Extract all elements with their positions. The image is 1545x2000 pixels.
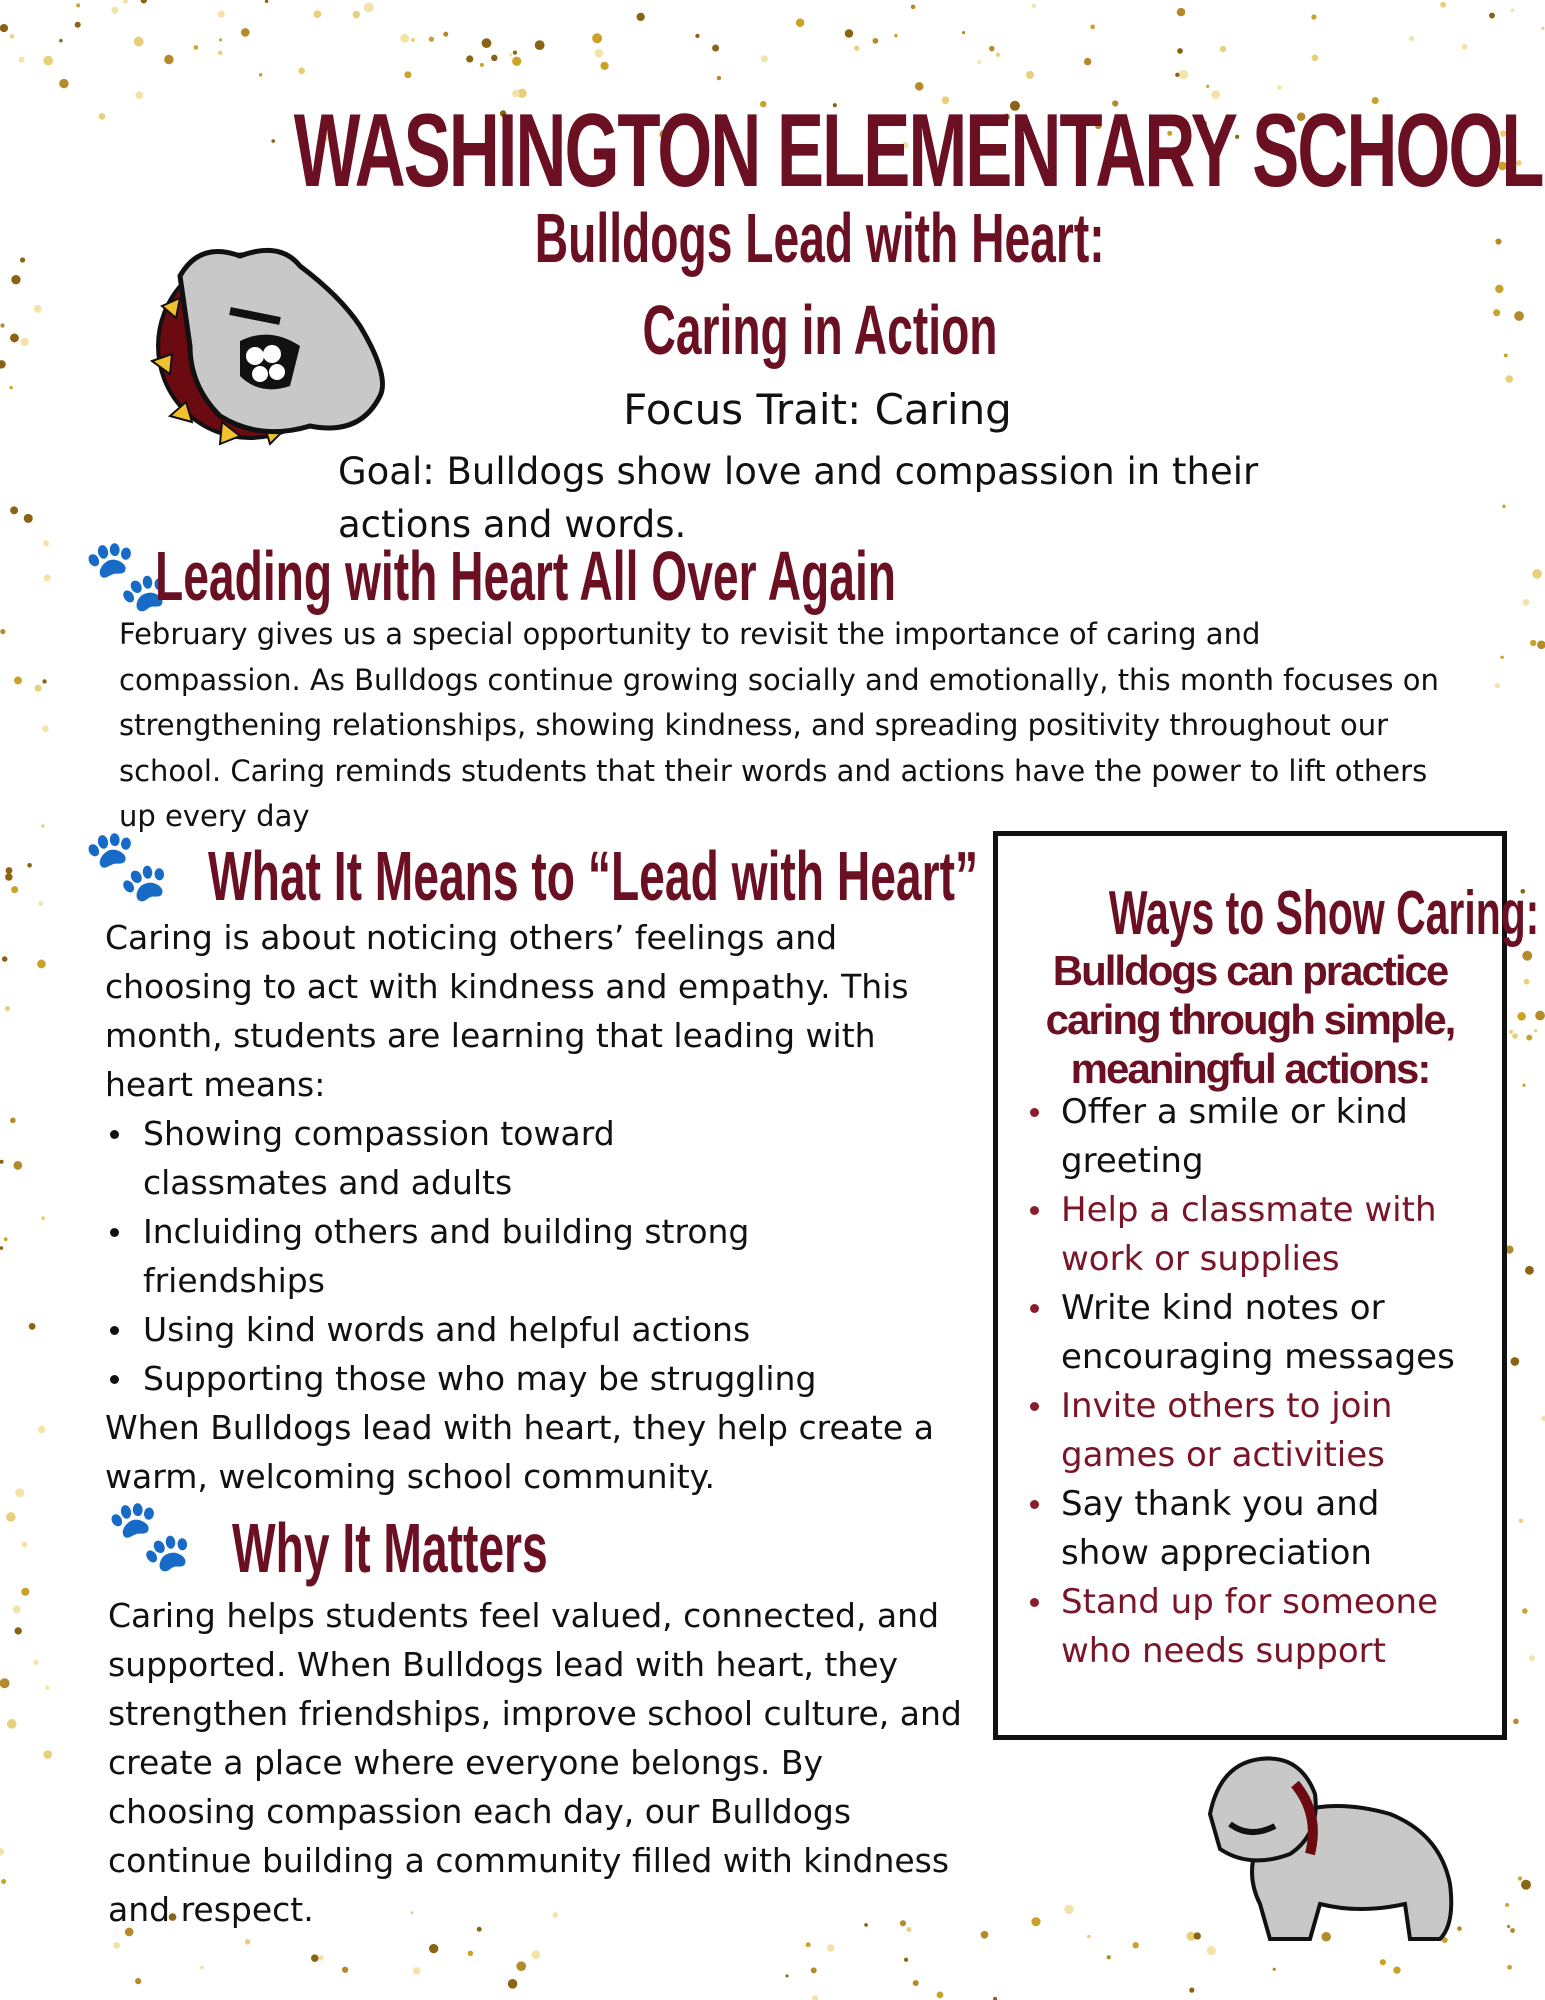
- confetti-dot: [219, 38, 222, 41]
- confetti-dot: [915, 82, 924, 91]
- confetti-dot: [218, 51, 222, 55]
- confetti-dot: [904, 1958, 908, 1962]
- confetti-dot: [796, 18, 805, 27]
- confetti-dot: [1525, 1266, 1534, 1275]
- confetti-dot: [0, 1678, 10, 1688]
- confetti-dot: [806, 1942, 811, 1947]
- confetti-dot: [241, 28, 250, 37]
- confetti-dot: [1526, 1035, 1532, 1041]
- confetti-dot: [981, 1931, 989, 1939]
- confetti-dot: [400, 34, 409, 43]
- confetti-dot: [1509, 1030, 1513, 1034]
- confetti-dot: [1277, 85, 1281, 89]
- list-item: Help a classmate with work or supplies: [1025, 1186, 1475, 1284]
- confetti-dot: [43, 540, 49, 546]
- confetti-dot: [404, 71, 411, 78]
- confetti-dot: [695, 34, 699, 38]
- confetti-dot: [15, 1488, 24, 1497]
- confetti-dot: [21, 1588, 29, 1596]
- confetti-dot: [1541, 1416, 1545, 1421]
- confetti-dot: [1537, 641, 1545, 650]
- confetti-dot: [4, 1237, 8, 1241]
- confetti-dot: [59, 79, 68, 88]
- confetti-dot: [1495, 683, 1500, 688]
- confetti-dot: [7, 1719, 17, 1729]
- confetti-dot: [413, 1967, 421, 1975]
- box-heading: Ways to Show Caring:: [1108, 879, 1540, 948]
- confetti-dot: [33, 1660, 38, 1665]
- confetti-dot: [827, 1944, 835, 1952]
- confetti-dot: [1380, 1959, 1386, 1965]
- confetti-dot: [135, 1978, 141, 1984]
- confetti-dot: [311, 1954, 319, 1962]
- confetti-dot: [200, 1966, 204, 1970]
- confetti-dot: [1519, 1518, 1523, 1522]
- confetti-dot: [141, 0, 147, 3]
- confetti-dot: [1311, 14, 1316, 19]
- confetti-dot: [1523, 599, 1530, 606]
- confetti-dot: [37, 960, 46, 969]
- confetti-dot: [717, 76, 721, 80]
- confetti-dot: [13, 1161, 22, 1170]
- confetti-dot: [22, 1541, 28, 1547]
- confetti-dot: [989, 46, 994, 51]
- list-item: Incluiding others and building strong friendships: [105, 1207, 783, 1305]
- confetti-dot: [637, 13, 645, 21]
- section-heading-lead-with-heart: What It Means to “Lead with Heart”: [208, 837, 979, 915]
- intro-text: Caring is about noticing others’ feelings and choosing to act with kindness and empathy. This month, students are learning that leading with heart means:: [105, 918, 909, 1104]
- confetti-dot: [1189, 1988, 1194, 1993]
- confetti-dot: [1535, 1011, 1545, 1021]
- confetti-dot: [38, 901, 43, 906]
- section-heading-why-it-matters: Why It Matters: [232, 1509, 548, 1587]
- confetti-dot: [1393, 1967, 1400, 1974]
- confetti-dot: [342, 1967, 348, 1973]
- confetti-dot: [491, 55, 497, 61]
- confetti-dot: [1312, 55, 1319, 62]
- confetti-dot: [41, 824, 44, 827]
- confetti-dot: [466, 55, 473, 62]
- confetti-dot: [364, 3, 374, 13]
- confetti-dot: [1132, 1942, 1138, 1948]
- confetti-dot: [6, 867, 13, 874]
- confetti-dot: [1087, 1935, 1091, 1939]
- confetti-dot: [42, 679, 46, 683]
- confetti-dot: [11, 886, 18, 893]
- list-item: Invite others to join games or activities: [1025, 1382, 1475, 1480]
- bulldog-body-mascot: [1200, 1754, 1465, 1949]
- confetti-dot: [1517, 1012, 1525, 1020]
- confetti-dot: [1532, 569, 1542, 579]
- list-item: Offer a smile or kind greeting: [1025, 1088, 1475, 1186]
- newsletter-title-line1: Bulldogs Lead with Heart:: [535, 199, 1105, 277]
- confetti-dot: [318, 1955, 324, 1961]
- confetti-dot: [411, 38, 415, 42]
- confetti-dot: [76, 3, 80, 7]
- confetti-dot: [59, 39, 63, 43]
- confetti-dot: [1177, 48, 1183, 54]
- confetti-dot: [1032, 4, 1036, 8]
- confetti-dot: [535, 40, 545, 50]
- list-item: Stand up for someone who needs support: [1025, 1578, 1475, 1676]
- confetti-dot: [811, 1967, 817, 1973]
- confetti-dot: [508, 1979, 518, 1989]
- list-item: Using kind words and helpful actions: [105, 1305, 935, 1354]
- confetti-dot: [1206, 85, 1209, 88]
- confetti-dot: [1107, 1955, 1111, 1959]
- section-heading-leading: Leading with Heart All Over Again: [155, 537, 897, 615]
- confetti-dot: [1440, 2, 1446, 8]
- confetti-dot: [913, 1980, 919, 1986]
- confetti-dot: [785, 1974, 788, 1977]
- confetti-dot: [1507, 1965, 1512, 1970]
- confetti-dot: [429, 36, 434, 41]
- confetti-dot: [1529, 1655, 1535, 1661]
- confetti-dot: [1462, 44, 1468, 50]
- confetti-dot: [111, 7, 118, 14]
- confetti-dot: [531, 1950, 540, 1959]
- paw-print-icon: 🐾: [106, 1494, 194, 1576]
- confetti-dot: [24, 514, 33, 523]
- confetti-dot: [509, 53, 512, 56]
- confetti-dot: [429, 1944, 438, 1953]
- confetti-dot: [977, 60, 981, 64]
- goal-text: Goal: Bulldogs show love and compassion in their actions and words.: [338, 450, 1259, 546]
- ways-to-show-caring-box: [993, 831, 1540, 1740]
- confetti-dot: [1026, 71, 1034, 79]
- confetti-dot: [1530, 640, 1536, 646]
- confetti-dot: [594, 49, 603, 58]
- confetti-dot: [1522, 1084, 1525, 1087]
- confetti-dot: [1507, 1925, 1510, 1928]
- outro-text: When Bulldogs lead with heart, they help create a warm, welcoming school community.: [105, 1408, 934, 1496]
- confetti-dot: [0, 1848, 4, 1856]
- confetti-dot: [854, 46, 859, 51]
- confetti-dot: [513, 51, 517, 55]
- confetti-dot: [10, 1118, 16, 1124]
- confetti-dot: [194, 45, 198, 49]
- confetti-dot: [1534, 1029, 1537, 1032]
- confetti-dot: [41, 1216, 45, 1220]
- confetti-dot: [5, 873, 13, 881]
- confetti-dot: [245, 1939, 251, 1945]
- confetti-dot: [601, 62, 609, 70]
- confetti-dot: [1518, 1876, 1522, 1880]
- confetti-dot: [29, 1323, 36, 1330]
- confetti-dot: [512, 57, 521, 66]
- lead-with-heart-list: [105, 1109, 935, 1403]
- confetti-dot: [962, 31, 965, 34]
- confetti-dot: [911, 5, 916, 10]
- confetti-dot: [164, 55, 173, 64]
- confetti-dot: [35, 685, 42, 692]
- confetti-dot: [123, 0, 128, 4]
- section-lead-with-heart: [105, 913, 935, 1501]
- confetti-dot: [937, 1992, 944, 1999]
- confetti-dot: [592, 33, 602, 43]
- confetti-dot: [0, 1246, 3, 1250]
- list-item: Say thank you and show appreciation: [1025, 1480, 1475, 1578]
- confetti-dot: [761, 55, 768, 62]
- confetti-dot: [1521, 1880, 1531, 1890]
- confetti-dot: [19, 57, 25, 63]
- confetti-dot: [812, 1995, 818, 2000]
- list-item: Supporting those who may be struggling: [105, 1354, 935, 1403]
- confetti-dot: [516, 1961, 526, 1971]
- confetti-dot: [75, 22, 81, 28]
- confetti-dot: [43, 56, 53, 66]
- newsletter-title-line2: Caring in Action: [642, 291, 998, 369]
- list-item: Showing compassion toward classmates and adults: [105, 1109, 783, 1207]
- confetti-dot: [353, 11, 360, 18]
- caring-actions-list: [1025, 1088, 1475, 1676]
- confetti-dot: [0, 1160, 4, 1164]
- confetti-dot: [1506, 375, 1514, 383]
- section-text-why-it-matters: Caring helps students feel valued, connected, and supported. When Bulldogs lead with heart, they strengthen friendships, improve school culture, and create a place where everyone belongs. By choosing compassion each day, our Bulldogs continue building a community filled with kindness and respect.: [108, 1596, 962, 1929]
- confetti-dot: [872, 38, 878, 44]
- confetti-dot: [443, 32, 448, 37]
- confetti-dot: [14, 677, 22, 685]
- confetti-dot: [298, 67, 305, 74]
- school-name: WASHINGTON ELEMENTARY SCHOOL: [293, 93, 1543, 209]
- confetti-dot: [6, 1512, 16, 1522]
- confetti-dot: [1177, 8, 1186, 17]
- confetti-dot: [113, 1942, 120, 1949]
- bulldog-head-mascot: [140, 236, 410, 451]
- confetti-dot: [0, 629, 5, 634]
- section-text-leading: February gives us a special opportunity to revisit the importance of caring and compassion. As Bulldogs continue growing socially and emotionally, this month focuses on strengthening relationships, showing kindness, and spreading positivity throughout our school. Caring reminds students that their words and actions have the power to lift others up every day: [119, 617, 1439, 833]
- confetti-dot: [712, 45, 719, 52]
- confetti-dot: [1, 1879, 6, 1884]
- confetti-dot: [1501, 656, 1504, 659]
- confetti-dot: [5, 1006, 10, 1011]
- confetti-dot: [1084, 58, 1091, 65]
- confetti-dot: [1220, 46, 1226, 52]
- confetti-dot: [1064, 1905, 1073, 1914]
- confetti-dot: [134, 37, 144, 47]
- confetti-dot: [1511, 8, 1515, 12]
- box-subheading: Bulldogs can practice caring through simple, meaningful actions:: [1045, 947, 1455, 1092]
- confetti-dot: [265, 0, 269, 3]
- confetti-dot: [1505, 1903, 1509, 1907]
- confetti-dot: [10, 506, 18, 514]
- confetti-dot: [2, 956, 8, 962]
- confetti-dot: [0, 24, 8, 32]
- confetti-dot: [1090, 25, 1095, 30]
- confetti-dot: [44, 574, 51, 581]
- confetti-dot: [1511, 1357, 1520, 1366]
- confetti-dot: [38, 1426, 45, 1433]
- confetti-dot: [10, 34, 14, 38]
- confetti-dot: [314, 10, 322, 18]
- confetti-dot: [1522, 951, 1532, 961]
- list-item: Write kind notes or encouraging messages: [1025, 1284, 1475, 1382]
- paw-print-icon: 🐾: [83, 534, 171, 616]
- confetti-dot: [15, 1627, 22, 1634]
- paw-print-icon: 🐾: [83, 824, 171, 906]
- confetti-dot: [1512, 1033, 1518, 1039]
- confetti-dot: [259, 73, 263, 77]
- confetti-dot: [218, 10, 225, 17]
- confetti-dot: [1541, 27, 1544, 30]
- confetti-dot: [1179, 70, 1188, 79]
- confetti-dot: [42, 725, 49, 732]
- confetti-dot: [1522, 1608, 1528, 1614]
- confetti-dot: [45, 1686, 49, 1690]
- confetti-dot: [1489, 13, 1495, 19]
- confetti-dot: [27, 863, 32, 868]
- confetti-dot: [480, 63, 484, 67]
- confetti-dot: [1513, 1719, 1519, 1725]
- confetti-dot: [482, 38, 492, 48]
- confetti-dot: [43, 1750, 52, 1759]
- confetti-dot: [1031, 1917, 1040, 1926]
- confetti-dot: [1524, 979, 1530, 985]
- confetti-dot: [1510, 1928, 1515, 1933]
- confetti-dot: [1409, 36, 1414, 41]
- confetti-dot: [996, 53, 1000, 57]
- confetti-dot: [1175, 73, 1179, 77]
- confetti-dot: [894, 34, 898, 38]
- confetti-dot: [1502, 505, 1506, 509]
- confetti-dot: [845, 29, 854, 38]
- confetti-dot: [468, 1951, 473, 1956]
- confetti-dot: [13, 1605, 21, 1613]
- focus-trait: Focus Trait: Caring: [623, 385, 1012, 434]
- confetti-dot: [1273, 1968, 1276, 1971]
